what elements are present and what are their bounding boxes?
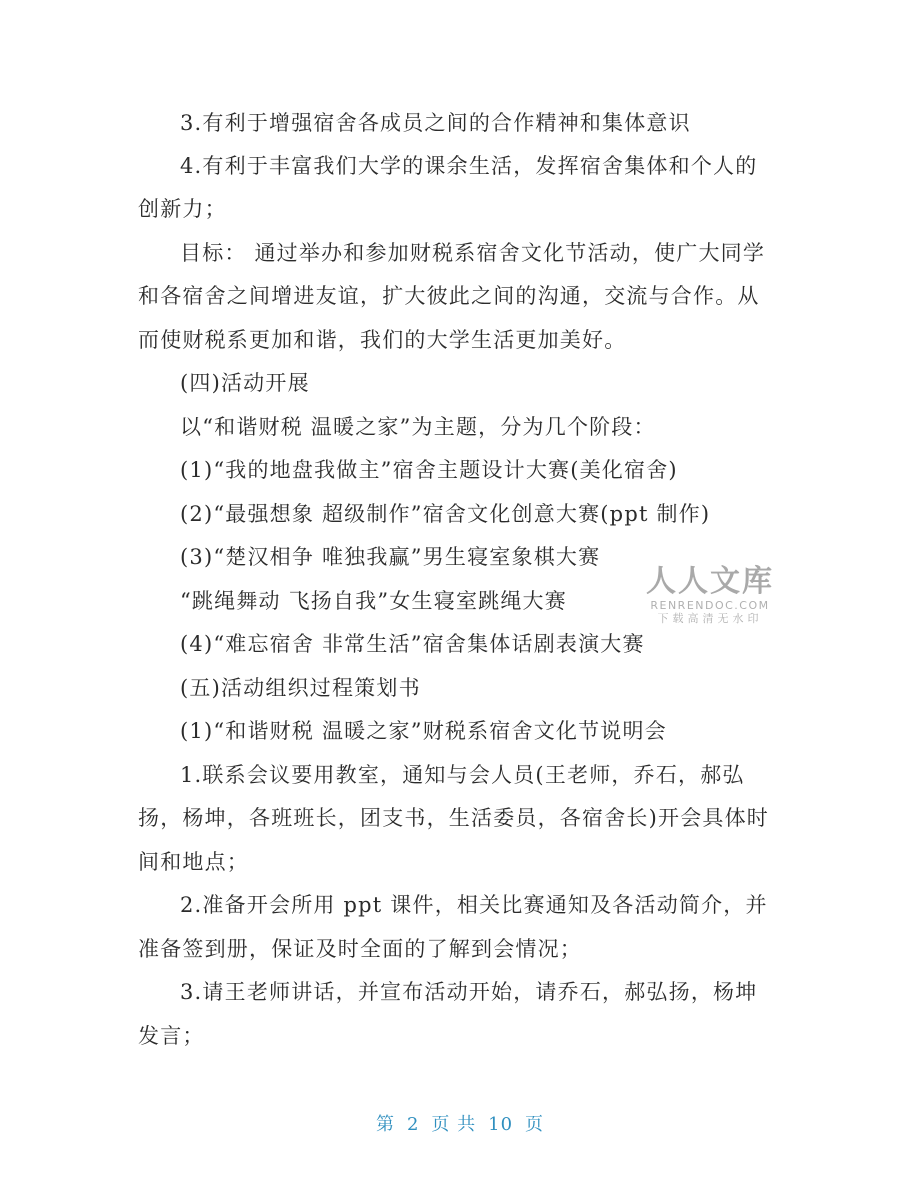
text-line: (1)“我的地盘我做主”宿舍主题设计大赛(美化宿舍) xyxy=(180,458,678,482)
page-footer xyxy=(0,1113,920,1137)
footer-prefix: 第 xyxy=(375,1114,395,1135)
watermark-title: 人人文库 xyxy=(646,564,774,599)
text-line: 和各宿舍之间增进友谊，扩大彼此之间的沟通，交流与合作。从 xyxy=(138,284,760,308)
watermark-logo xyxy=(646,565,774,625)
text-line: 4.有利于丰富我们大学的课余生活，发挥宿舍集体和个人的 xyxy=(180,154,758,178)
text-line: 目标： 通过举办和参加财税系宿舍文化节活动，使广大同学 xyxy=(180,241,766,265)
text-line: 发言； xyxy=(138,1024,205,1048)
watermark-domain: RENRENDOC.COM xyxy=(650,599,770,612)
text-line: 创新力； xyxy=(138,197,227,221)
text-line: (2)“最强想象 超级制作”宿舍文化创意大赛(ppt 制作) xyxy=(180,502,711,526)
current-page-number: 2 xyxy=(406,1114,420,1135)
section-heading: (四)活动开展 xyxy=(180,371,310,395)
text-line: 2.准备开会所用 ppt 课件，相关比赛通知及各活动简介，并 xyxy=(180,893,768,917)
text-line: 3.有利于增强宿舍各成员之间的合作精神和集体意识 xyxy=(180,111,691,135)
text-line: 以“和谐财税 温暖之家”为主题，分为几个阶段： xyxy=(180,415,656,439)
text-line: “跳绳舞动 飞扬自我”女生寝室跳绳大赛 xyxy=(180,589,567,613)
watermark-subtitle: 下载高清无水印 xyxy=(657,612,763,625)
text-line: 3.请王老师讲话，并宣布活动开始，请乔石，郝弘扬，杨坤 xyxy=(180,980,758,1004)
text-line: 扬，杨坤，各班班长，团支书，生活委员，各宿舍长)开会具体时 xyxy=(138,806,769,830)
text-line: (4)“难忘宿舍 非常生活”宿舍集体话剧表演大赛 xyxy=(180,632,645,656)
text-line: 准备签到册，保证及时全面的了解到会情况； xyxy=(138,937,582,961)
text-line: (3)“楚汉相争 唯独我赢”男生寝室象棋大赛 xyxy=(180,545,601,569)
footer-suffix: 页 xyxy=(525,1114,545,1135)
text-line: 间和地点； xyxy=(138,850,249,874)
section-heading: (五)活动组织过程策划书 xyxy=(180,676,421,700)
footer-middle: 页 共 xyxy=(431,1114,477,1135)
text-line: (1)“和谐财税 温暖之家”财税系宿舍文化节说明会 xyxy=(180,719,667,743)
total-pages-number: 10 xyxy=(488,1114,514,1135)
text-line: 1.联系会议要用教室，通知与会人员(王老师，乔石，郝弘 xyxy=(180,763,745,787)
text-line: 而使财税系更加和谐，我们的大学生活更加美好。 xyxy=(138,328,627,352)
